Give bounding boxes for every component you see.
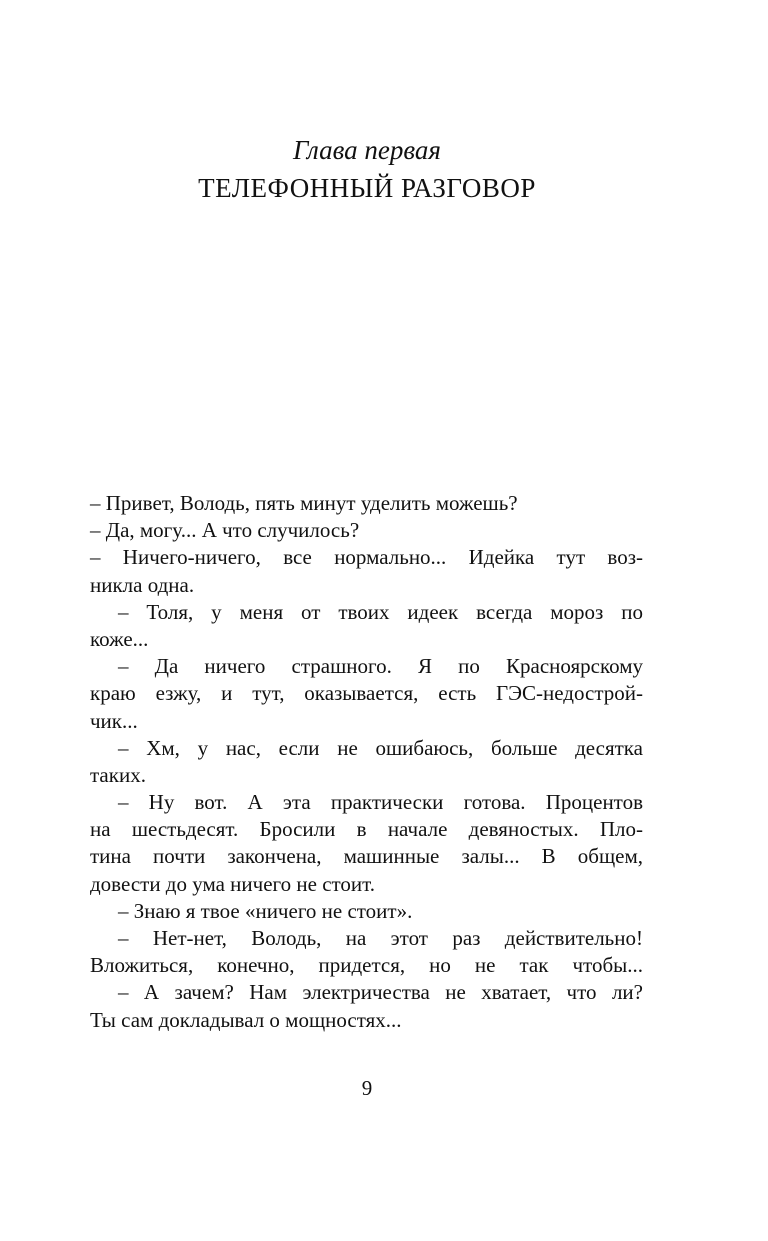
text-line: – Хм, у нас, если не ошибаюсь, больше десятка — [118, 735, 643, 760]
text-line: довести до ума ничего не стоит. — [90, 871, 375, 896]
chapter-title: ТЕЛЕФОННЫЙ РАЗГОВОР — [198, 173, 536, 203]
text-line: Вложиться, конечно, придется, но не так чтобы... — [90, 953, 643, 978]
text-line: никла одна. — [90, 572, 195, 597]
page-number: 9 — [361, 1076, 373, 1100]
text-line: чик... — [90, 708, 138, 733]
text-line: таких. — [90, 762, 146, 787]
text-line: коже... — [90, 626, 149, 651]
body-text — [90, 490, 643, 1034]
text-line: – Да, могу... А что случилось? — [90, 518, 360, 543]
text-line: тина почти закончена, машинные залы... В общем, — [90, 844, 643, 869]
text-line: – Нет-нет, Володь, на этот раз действительно! — [118, 926, 643, 950]
text-line: – Толя, у меня от твоих идеек всегда мороз по — [118, 599, 643, 624]
text-line: – Ну вот. А эта практически готова. Процентов — [118, 790, 643, 815]
text-line: – Привет, Володь, пять минут уделить можешь? — [90, 491, 518, 515]
text-line: – Да ничего страшного. Я по Красноярскому — [118, 654, 643, 679]
text-line: Ты сам докладывал о мощностях... — [90, 1007, 402, 1032]
text-line: на шестьдесят. Бросили в начале девяностых. Пло- — [90, 817, 643, 842]
text-line: краю езжу, и тут, оказывается, есть ГЭС-недострой- — [90, 681, 643, 706]
chapter-label: Глава первая — [293, 135, 441, 165]
text-line: – А зачем? Нам электричества не хватает, что ли? — [118, 980, 643, 1005]
text-line: – Знаю я твое «ничего не стоит». — [118, 898, 413, 923]
text-line: – Ничего-ничего, все нормально... Идейка тут воз- — [90, 545, 643, 570]
